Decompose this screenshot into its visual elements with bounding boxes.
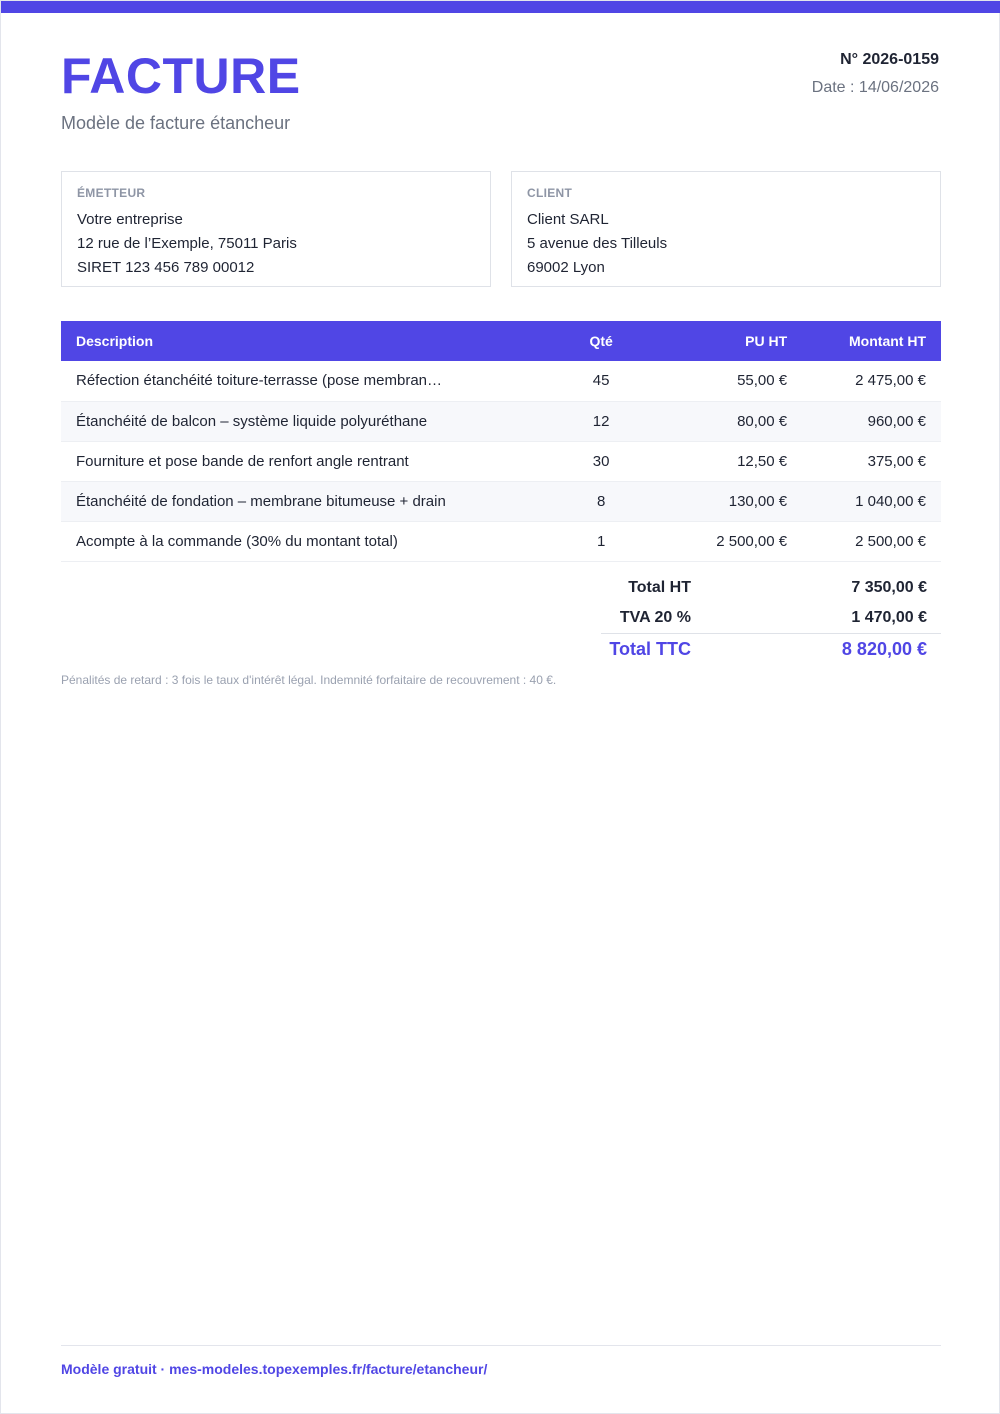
client-name: Client SARL: [527, 211, 609, 228]
row-unit-price: 12,50 €: [628, 441, 802, 481]
items-table: [61, 321, 941, 562]
row-description: Acompte à la commande (30% du montant total): [61, 521, 574, 561]
footer-divider: [61, 1345, 941, 1346]
row-unit-price: 2 500,00 €: [628, 521, 802, 561]
issuer-address: 12 rue de l’Exemple, 75011 Paris: [77, 235, 297, 252]
row-description: Réfection étanchéité toiture-terrasse (pose membran…: [61, 361, 574, 401]
footer-link[interactable]: Modèle gratuit · mes-modeles.topexemples.fr/facture/etancheur/: [61, 1361, 488, 1377]
tva-value: 1 470,00 €: [851, 609, 927, 626]
issuer-label: ÉMETTEUR: [77, 186, 146, 200]
table-row: [61, 481, 941, 521]
table-row: [61, 361, 941, 401]
issuer-name: Votre entreprise: [77, 211, 183, 228]
row-description: Étanchéité de fondation – membrane bitumeuse + drain: [61, 481, 574, 521]
row-amount: 2 475,00 €: [802, 361, 941, 401]
late-payment-note: Pénalités de retard : 3 fois le taux d'intérêt légal. Indemnité forfaitaire de recouvrement : 40 €.: [61, 673, 557, 687]
row-description: Étanchéité de balcon – système liquide polyuréthane: [61, 401, 574, 441]
row-unit-price: 130,00 €: [628, 481, 802, 521]
table-row: [61, 521, 941, 561]
accent-bar: [1, 1, 1000, 13]
row-qty: 12: [574, 401, 627, 441]
total-ht-value: 7 350,00 €: [851, 579, 927, 596]
row-amount: 1 040,00 €: [802, 481, 941, 521]
col-header-unit-price: PU HT: [745, 333, 788, 349]
tva-label: TVA 20 %: [619, 609, 691, 626]
col-header-amount: Montant HT: [849, 333, 926, 349]
row-description: Fourniture et pose bande de renfort angle rentrant: [61, 441, 574, 481]
issuer-siret: SIRET 123 456 789 00012: [77, 259, 255, 276]
row-qty: 30: [574, 441, 627, 481]
row-unit-price: 55,00 €: [628, 361, 802, 401]
client-city: 69002 Lyon: [527, 259, 605, 276]
invoice-number: N° 2026-0159: [840, 51, 939, 68]
total-ht-label: Total HT: [628, 579, 691, 596]
row-amount: 960,00 €: [802, 401, 941, 441]
table-row: [61, 401, 941, 441]
col-header-qty: Qté: [589, 333, 613, 349]
col-header-description: Description: [76, 333, 154, 349]
invoice-subtitle: Modèle de facture étancheur: [61, 113, 291, 133]
row-amount: 375,00 €: [802, 441, 941, 481]
client-box: [511, 171, 941, 287]
total-ht-row: [601, 573, 941, 603]
row-unit-price: 80,00 €: [628, 401, 802, 441]
row-amount: 2 500,00 €: [802, 521, 941, 561]
table-header-row: [61, 321, 941, 361]
total-ttc-label: Total TTC: [609, 639, 691, 659]
totals-block: [601, 573, 941, 665]
issuer-box: [61, 171, 491, 287]
row-qty: 1: [574, 521, 627, 561]
client-street: 5 avenue des Tilleuls: [527, 235, 668, 252]
total-ttc-value: 8 820,00 €: [841, 639, 927, 659]
invoice-date: Date : 14/06/2026: [811, 79, 939, 96]
tva-row: [601, 603, 941, 633]
total-ttc-row: [601, 633, 941, 665]
client-label: CLIENT: [527, 186, 573, 200]
row-qty: 8: [574, 481, 627, 521]
invoice-title: FACTURE: [61, 48, 301, 104]
table-row: [61, 441, 941, 481]
row-qty: 45: [574, 361, 627, 401]
